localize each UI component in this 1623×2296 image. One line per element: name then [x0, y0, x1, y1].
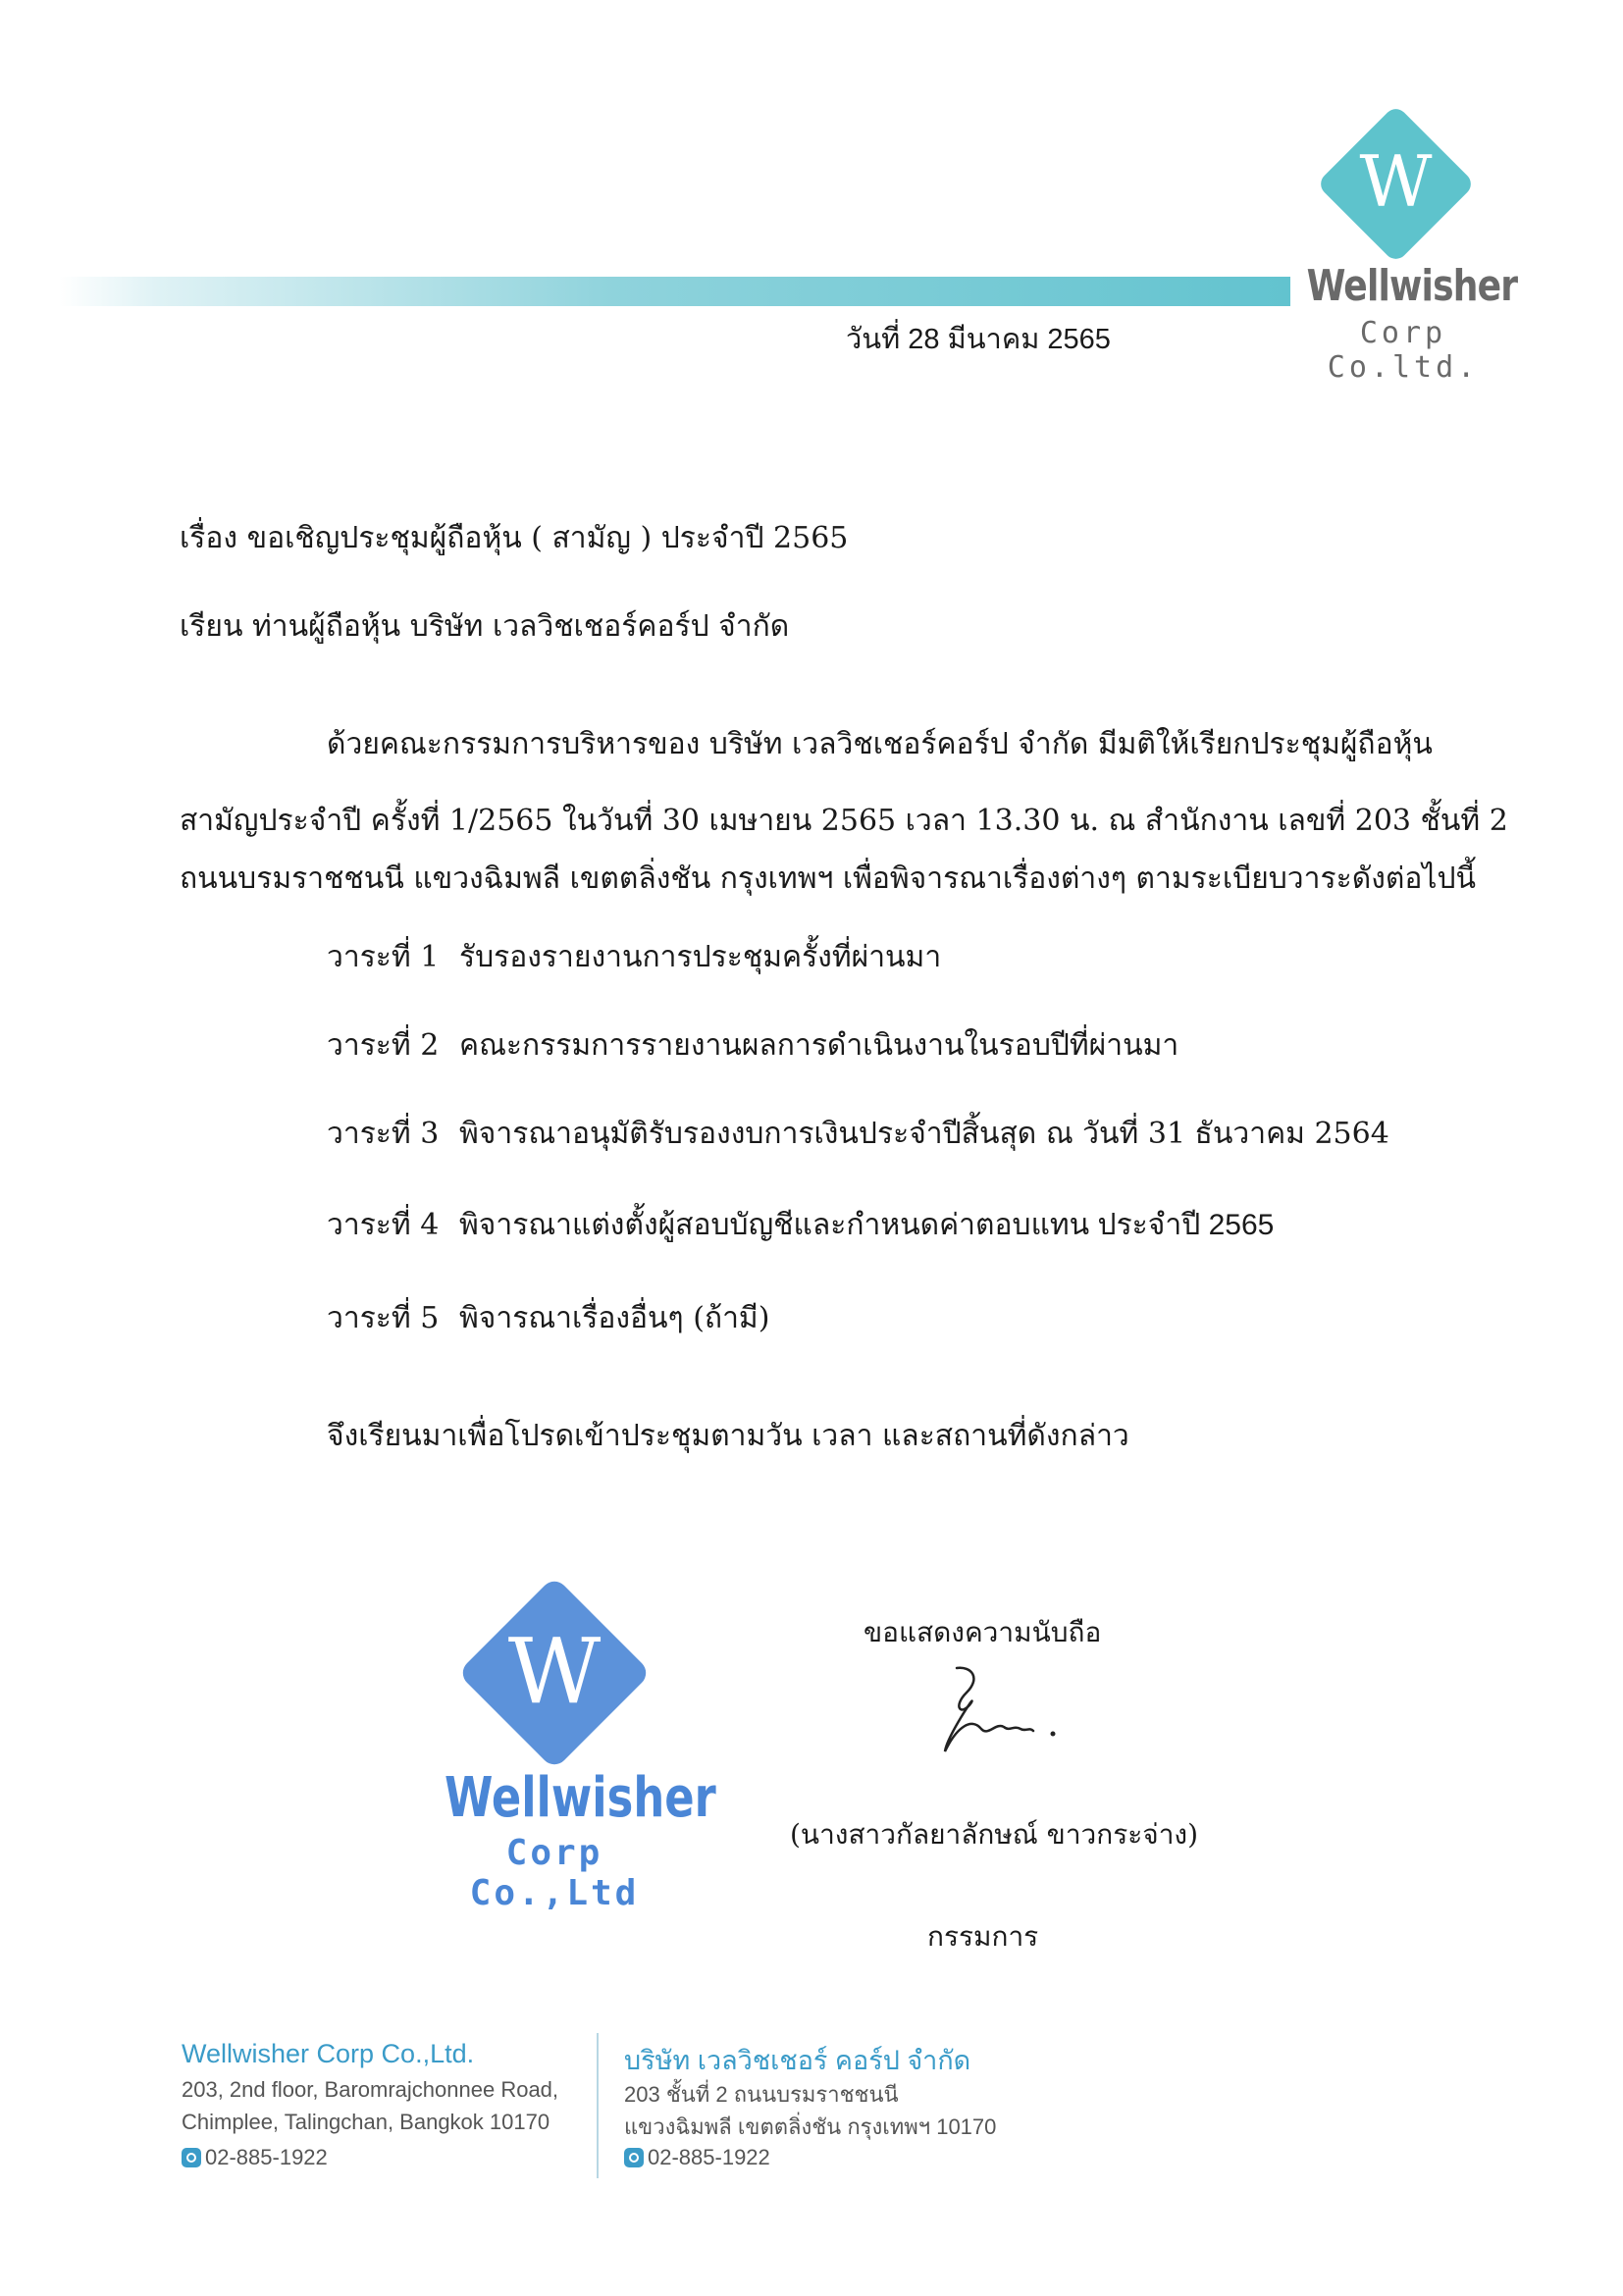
logo-letter: W — [1359, 140, 1433, 223]
body-line-3: ถนนบรมราชชนนี แขวงฉิมพลี เขตตลิ่งชัน กรุงเทพฯ เพื่อพิจารณาเรื่องต่างๆ ตามระเบียบวาระดังต่อไปนี้ — [180, 861, 1476, 896]
letter-recipient: เรียน ท่านผู้ถือหุ้น บริษัท เวลวิชเชอร์คอร์ป จำกัด — [180, 609, 790, 644]
agenda-text-4: พิจารณาแต่งตั้งผู้สอบบัญชีและกำหนดค่าตอบแทน ประจำปี 2565 — [459, 1209, 1275, 1241]
agenda-text-1: รับรองรายงานการประชุมครั้งที่ผ่านมา — [459, 940, 942, 974]
whatsapp-icon — [624, 2148, 644, 2167]
header-band — [59, 277, 1290, 306]
logo-name: Wellwisher — [1306, 261, 1518, 311]
signer-name: (นางสาวกัลยาลักษณ์ ขาวกระจ่าง) — [790, 1818, 1199, 1851]
stamp-name: Wellwisher — [445, 1766, 716, 1830]
footer-address-en-1: 203, 2nd floor, Baromrajchonnee Road, — [182, 2077, 559, 2102]
agenda-label-1: วาระที่ 1 — [327, 940, 440, 974]
regards-line: ขอแสดงความนับถือ — [864, 1616, 1102, 1648]
agenda-text-3: พิจารณาอนุมัติรับรองงบการเงินประจำปีสิ้นสุด ณ วันที่ 31 ธันวาคม 2564 — [459, 1117, 1389, 1151]
logo-subtitle: Corp Co.ltd. — [1327, 316, 1480, 385]
footer-phone-en: 02-885-1922 — [205, 2145, 328, 2169]
footer-divider — [597, 2033, 599, 2178]
footer-phone-th: 02-885-1922 — [648, 2145, 770, 2169]
footer-address-en-2: Chimplee, Talingchan, Bangkok 10170 — [182, 2110, 550, 2134]
footer-company-en: Wellwisher Corp Co.,Ltd. — [182, 2039, 475, 2068]
whatsapp-icon — [182, 2148, 201, 2167]
company-logo — [1310, 98, 1482, 270]
agenda-text-5: พิจารณาเรื่องอื่นๆ (ถ้ามี) — [459, 1301, 770, 1335]
closing-line: จึงเรียนมาเพื่อโปรดเข้าประชุมตามวัน เวลา และสถานที่ดังกล่าว — [327, 1419, 1129, 1453]
footer-address-th-1: 203 ชั้นที่ 2 ถนนบรมราชชนนี — [624, 2082, 899, 2107]
agenda-label-3: วาระที่ 3 — [327, 1117, 440, 1151]
letter-subject: เรื่อง ขอเชิญประชุมผู้ถือหุ้น ( สามัญ ) ประจำปี 2565 — [180, 521, 849, 555]
stamp-subtitle: Corp Co.,Ltd — [469, 1833, 640, 1913]
agenda-text-2: คณะกรรมการรายงานผลการดำเนินงานในรอบปีที่ผ่านมา — [459, 1028, 1179, 1063]
body-line-2: สามัญประจำปี ครั้งที่ 1/2565 ในวันที่ 30 เมษายน 2565 เวลา 13.30 น. ณ สำนักงาน เลขที่ 203 ชั้นที่ 2 — [180, 804, 1508, 838]
footer-phone-th-row — [624, 2145, 770, 2170]
agenda-label-5: วาระที่ 5 — [327, 1301, 440, 1335]
footer-company-th: บริษัท เวลวิชเชอร์ คอร์ป จำกัด — [624, 2046, 971, 2075]
letter-date: วันที่ 28 มีนาคม 2565 — [846, 324, 1111, 355]
stamp-letter: W — [507, 1619, 602, 1724]
signature — [927, 1658, 1094, 1766]
agenda-label-2: วาระที่ 2 — [327, 1028, 440, 1063]
body-line-1: ด้วยคณะกรรมการบริหารของ บริษัท เวลวิชเชอร์คอร์ป จำกัด มีมติให้เรียกประชุมผู้ถือหุ้น — [327, 727, 1433, 761]
footer-phone-en-row — [182, 2145, 328, 2170]
footer-address-th-2: แขวงฉิมพลี เขตตลิ่งชัน กรุงเทพฯ 10170 — [624, 2114, 997, 2139]
agenda-label-4: วาระที่ 4 — [327, 1208, 440, 1242]
signer-position: กรรมการ — [927, 1920, 1039, 1953]
company-stamp — [446, 1565, 662, 1781]
